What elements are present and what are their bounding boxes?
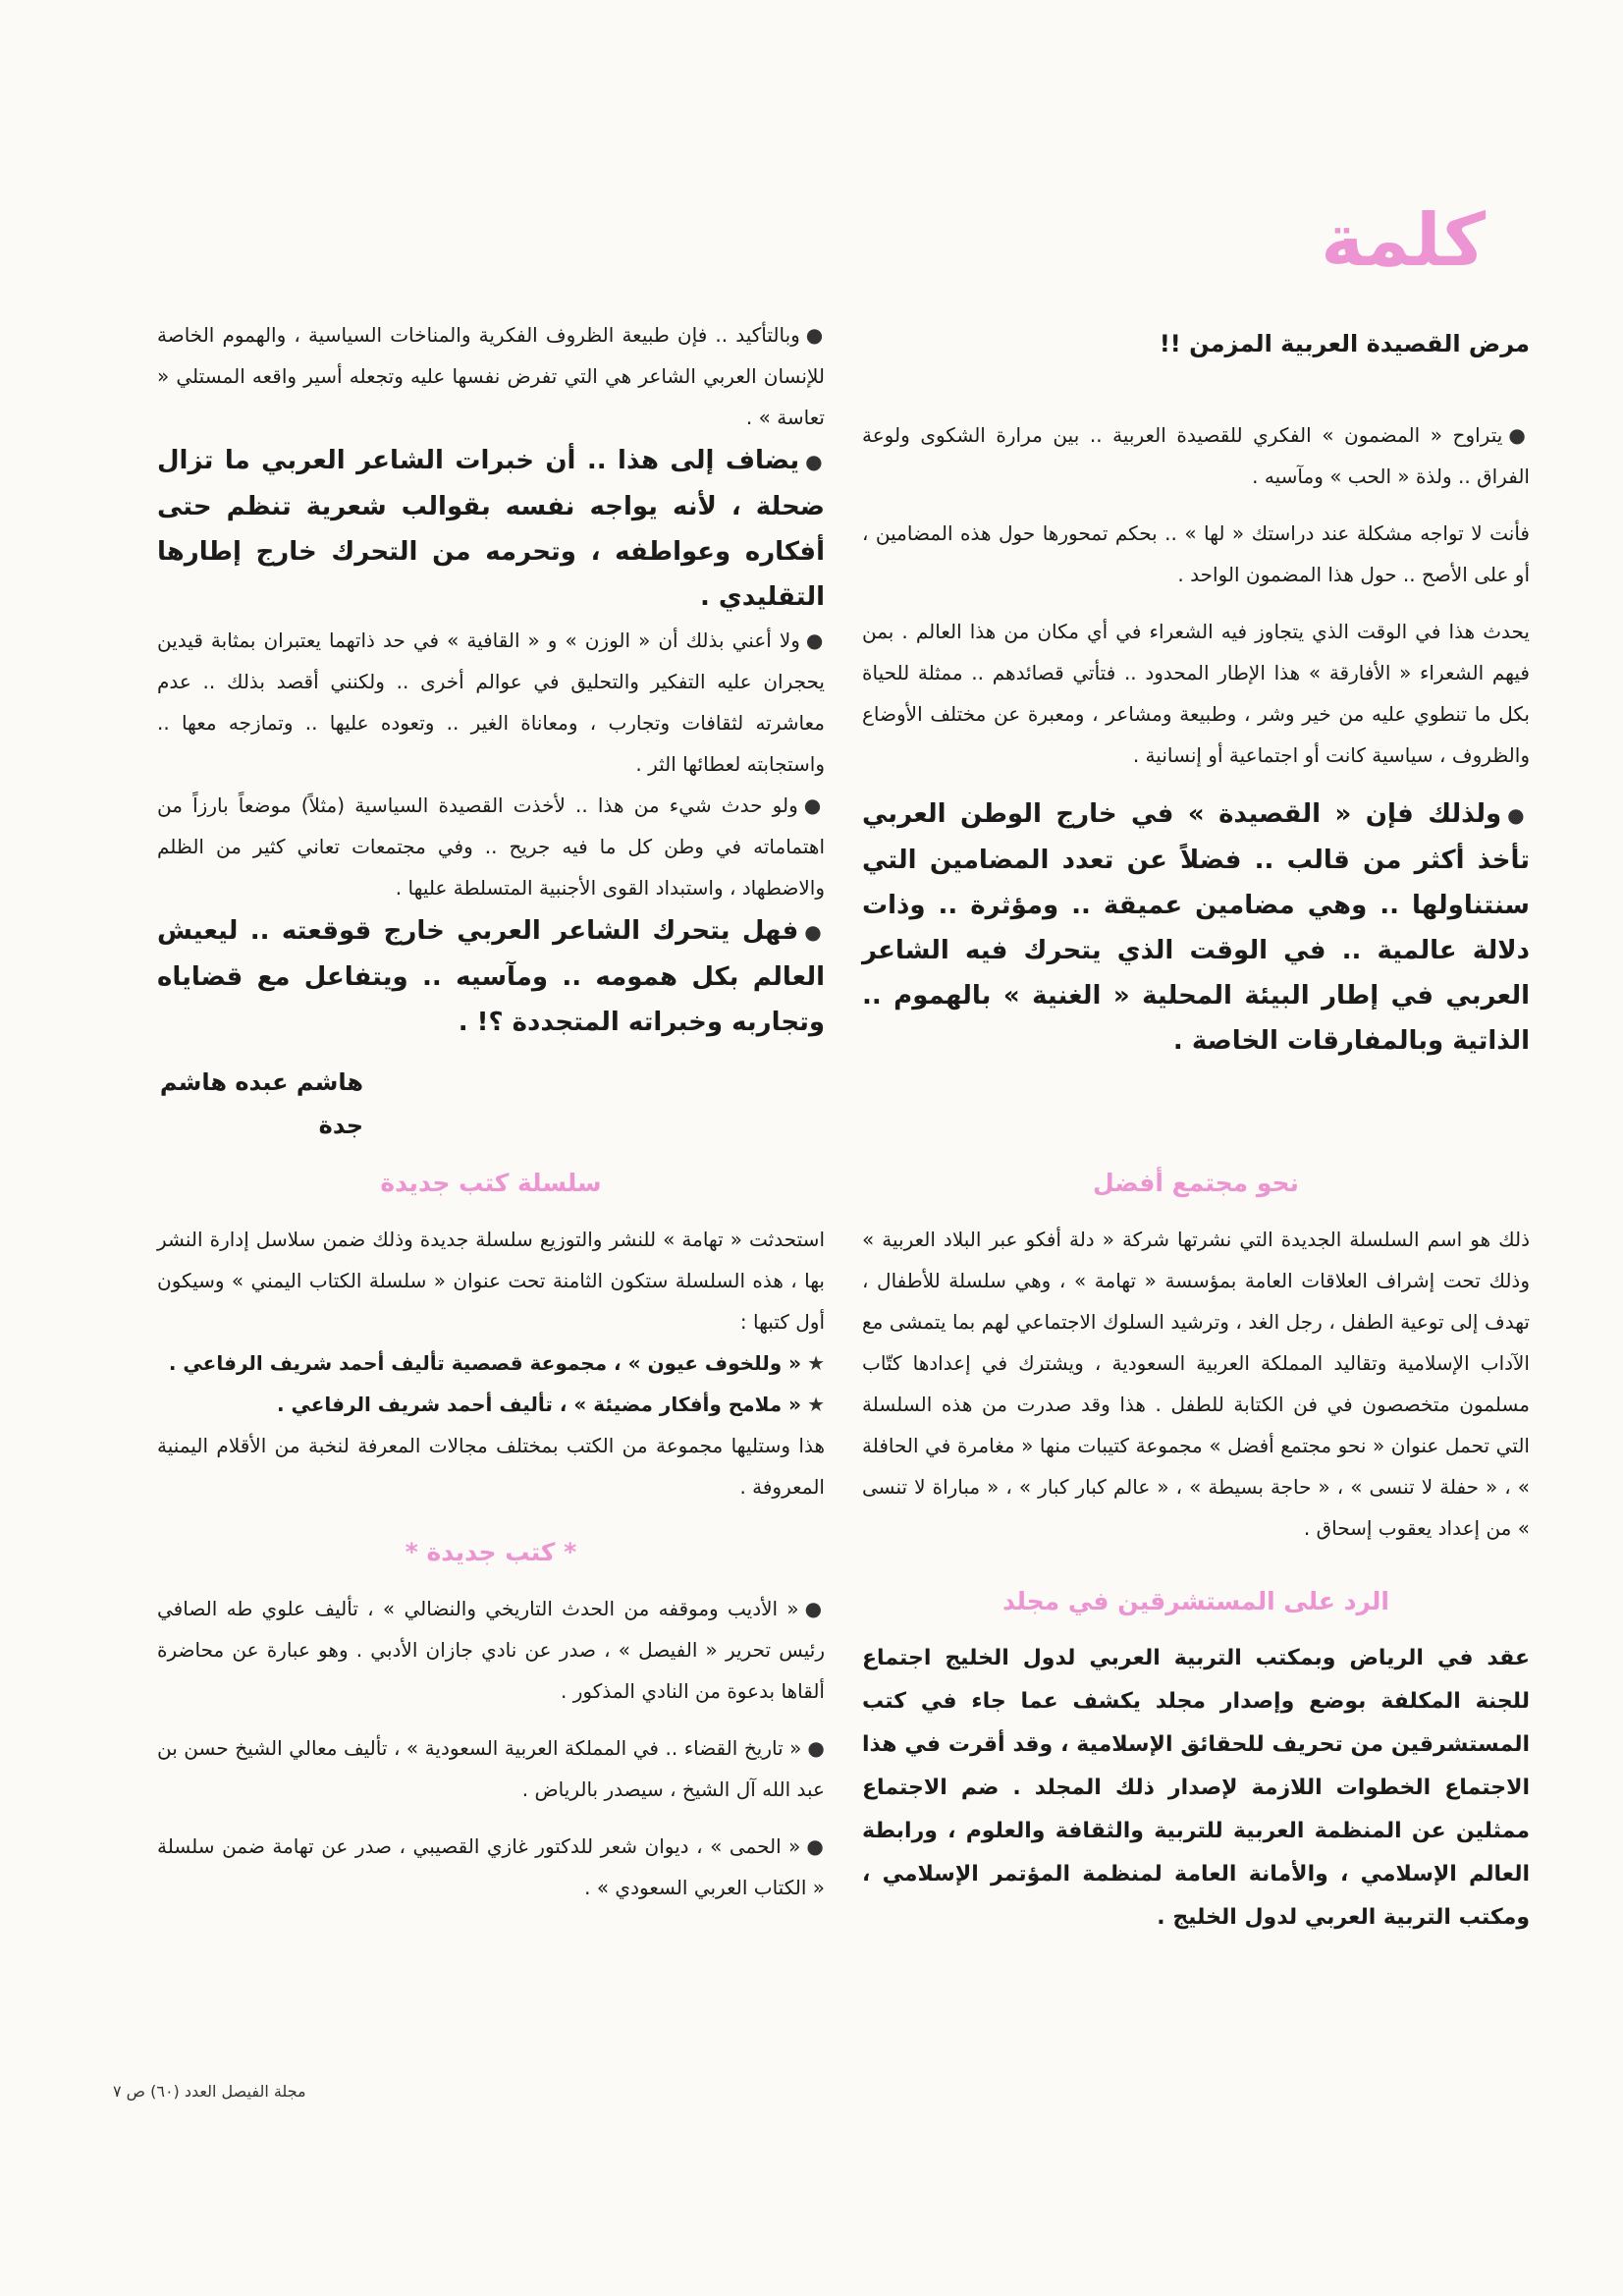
author-city: جدة — [318, 1112, 363, 1139]
better-society-text: ذلك هو اسم السلسلة الجديدة التي نشرتها شركة « دلة أفكو عبر البلاد العربية » وذلك تحت إشراف العلاقات العامة بمؤسسة « تهامة » ، وهي سلسلة للأطفال ، تهدف إلى توعية الطفل ، رجل الغد ، وترشيد السلوك الاجتماعي لهم بما يتمشى مع الآداب الإسلامية وتقاليد المملكة العربية السعودية ، ويشترك في إعدادها كتّاب مسلمون متخصصون في فن الكتابة للطفل . هذا وقد صدرت من هذه السلسلة التي تحمل عنوان « نحو مجتمع أفضل » مجموعة كتيبات منها « مغامرة في الحافلة » ، « حفلة لا تنسى » ، « حاجة بسيطة » ، « عالم كبار كبار » ، « مباراة لا تنسى » من إعداد يعقوب إسحاق . — [862, 1228, 1530, 1540]
paragraph: ● يتراوح « المضمون » الفكري للقصيدة العربية .. بين مرارة الشكوى ولوعة الفراق .. ولذة « الحب » ومآسيه . — [862, 414, 1530, 497]
masthead-title: كلمة — [1321, 198, 1486, 283]
paragraph: ● ولا أعني بذلك أن « الوزن » و « القافية » في حد ذاتهما يعتبران بمثابة قيدين يحجران عليه التفكير والتحليق في عوالم أخرى .. ولكنني أقصد بذلك .. عدم معاشرته لثقافات وتجارب ، ومعاناة الغير .. وتعوده عليها .. وتمازجه معها .. واستجابته لعطائها الثر . — [157, 620, 825, 785]
orientalists-text: عقد في الرياض وبمكتب التربية العربي لدول الخليج اجتماع للجنة المكلفة بوضع وإصدار مجلد يكشف عما جاء في كتب المستشرقين من تحريف للحقائق الإسلامية ، وقد أقرت في هذا الاجتماع الخطوات اللازمة لإصدار ذلك المجلد . ضم الاجتماع ممثلين عن المنظمة العربية للتربية والثقافة والعلوم ، ورابطة العالم الإسلامي ، والأمانة العامة لمنظمة المؤتمر الإسلامي ، ومكتب التربية العربي لدول الخليج . — [862, 1646, 1530, 1930]
list-item: ★ « ملامح وأفكار مضيئة » ، تأليف أحمد شريف الرفاعي . — [157, 1384, 825, 1425]
list-item: ● « تاريخ القضاء .. في المملكة العربية السعودية » ، تأليف معالي الشيخ حسن بن عبد الله آل الشيخ ، سيصدر بالرياض . — [157, 1727, 825, 1810]
orientalists-title: الرد على المستشرقين في مجلد — [1002, 1587, 1389, 1615]
list-item: ● « الحمى » ، ديوان شعر للدكتور غازي القصيبي ، صدر عن تهامة ضمن سلسلة « الكتاب العربي السعودي » . — [157, 1826, 825, 1908]
main-article-title: مرض القصيدة العربية المزمن !! — [1159, 330, 1530, 357]
news-left-column — [157, 1164, 825, 1908]
paragraph: ● وبالتأكيد .. فإن طبيعة الظروف الفكرية والمناخات السياسية ، والهموم الخاصة للإنسان العربي الشاعر هي التي تفرض نفسها عليه وتجعله أسير واقعه المستلي « تعاسة » . — [157, 314, 825, 438]
paragraph: فأنت لا تواجه مشكلة عند دراستك « لها » .. بحكم تمحورها حول هذه المضامين ، أو على الأصح .. حول هذا المضمون الواحد . — [862, 521, 1530, 586]
better-society-title: نحو مجتمع أفضل — [1093, 1169, 1299, 1197]
page-footer: مجلة الفيصل العدد (٦٠) ص ٧ — [113, 2082, 306, 2101]
paragraph-emphasis: ● ولذلك فإن « القصيدة » في خارج الوطن العربي تأخذ أكثر من قالب .. فضلاً عن تعدد المضامين التي سنتناولها .. وهي مضامين عميقة .. ومؤثرة .. وذات دلالة عالمية .. في الوقت الذي يتحرك فيه الشاعر العربي في إطار البيئة المحلية « الغنية » بالهموم .. الذاتية وبالمفارقات الخاصة . — [862, 792, 1530, 1064]
paragraph: ● ولو حدث شيء من هذا .. لأخذت القصيدة السياسية (مثلاً) موضعاً بارزاً من اهتماماته في وطن كل ما فيه جريح .. وفي مجتمعات تعاني كثير من الظلم والاضطهاد ، واستبداد القوى الأجنبية المتسلطة عليها . — [157, 785, 825, 908]
author-name: هاشم عبده هاشم — [159, 1068, 363, 1096]
new-series-outro: هذا وستليها مجموعة من الكتب بمختلف مجالات المعرفة لنخبة من الأقلام اليمنية المعروفة . — [157, 1434, 825, 1499]
main-article-right-column — [862, 324, 1530, 1064]
list-item: ● « الأديب وموقفه من الحدث التاريخي والنضالي » ، تأليف علوي طه الصافي رئيس تحرير « الفيصل » ، صدر عن نادي جازان الأدبي . وهو عبارة عن محاضرة ألقاها بدعوة من النادي المذكور . — [157, 1588, 825, 1712]
main-article-left-column — [157, 314, 825, 1147]
new-series-title: سلسلة كتب جديدة — [380, 1169, 602, 1197]
paragraph: يحدث هذا في الوقت الذي يتجاوز فيه الشعراء في أي مكان من هذا العالم . بمن فيهم الشعراء « الأفارقة » هذا الإطار المحدود .. فتأتي قصائدهم .. ممثلة للحياة بكل ما تنطوي عليه من خير وشر ، وطبيعة ومشاعر ، ومعبرة عن مختلف الأوضاع والظروف ، سياسية كانت أو اجتماعية أو إنسانية . — [862, 620, 1530, 767]
new-books-title: * كتب جديدة * — [405, 1538, 577, 1566]
new-series-intro: استحدثت « تهامة » للنشر والتوزيع سلسلة جديدة وذلك ضمن سلاسل إدارة النشر بها ، هذه السلسلة ستكون الثامنة تحت عنوان « سلسلة الكتاب اليمني » وسيكون أول كتبها : — [157, 1228, 825, 1334]
list-item: ★ « وللخوف عيون » ، مجموعة قصصية تأليف أحمد شريف الرفاعي . — [157, 1342, 825, 1384]
news-right-column — [862, 1164, 1530, 1940]
paragraph-emphasis: ● فهل يتحرك الشاعر العربي خارج قوقعته .. ليعيش العالم بكل همومه .. ومآسيه .. ويتفاعل مع قضاياه وتجاربه وخبراته المتجددة ؟! . — [157, 908, 825, 1045]
paragraph-emphasis: ● يضاف إلى هذا .. أن خبرات الشاعر العربي ما تزال ضحلة ، لأنه يواجه نفسه بقوالب شعرية تنظم حتى أفكاره وعواطفه ، وتحرمه من التحرك خارج إطارها التقليدي . — [157, 438, 825, 620]
